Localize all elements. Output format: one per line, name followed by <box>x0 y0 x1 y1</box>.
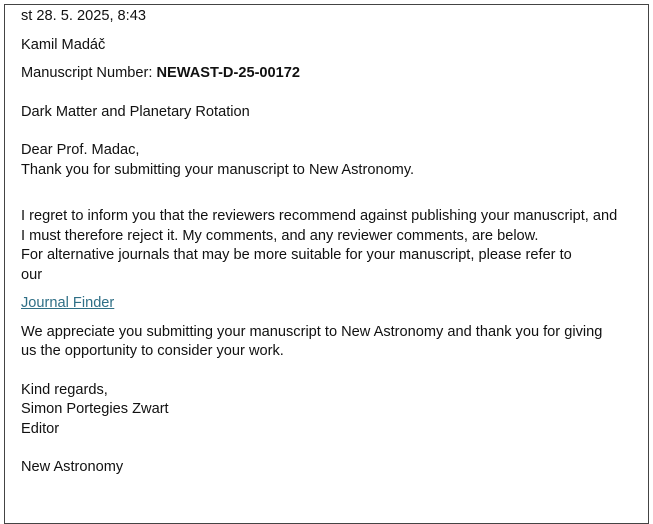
email-sender: Kamil Madáč <box>21 36 106 53</box>
rejection-text: I regret to inform you that the reviewers recommend against publishing your manuscript, and I must therefore reject it. My comments, and any reviewer comments, are below. <box>21 208 618 244</box>
manuscript-title: Dark Matter and Planetary Rotation <box>21 103 250 120</box>
journal-finder-link[interactable]: Journal Finder <box>21 295 115 311</box>
alternative-journals-text-cont: our <box>21 266 43 283</box>
manuscript-number-line <box>21 64 621 84</box>
manuscript-number: NEWAST-D-25-00172 <box>156 65 301 81</box>
journal-name: New Astronomy <box>21 459 124 475</box>
email-date: st 28. 5. 2025, 8:43 <box>21 8 146 24</box>
appreciation-text: We appreciate you submitting your manuscript to New Astronomy and thank you for giving us the opportunity to consider your work. <box>21 323 603 359</box>
alternative-journals-text: For alternative journals that may be more suitable for your manuscript, please refer to <box>21 247 572 263</box>
greeting: Dear Prof. Madac, <box>21 142 140 158</box>
thanks-text: Thank you for submitting your manuscript to New Astronomy. <box>21 161 415 178</box>
closing: Kind regards, <box>21 381 108 398</box>
manuscript-number-label: Manuscript Number: <box>21 65 157 81</box>
email-body <box>21 7 621 478</box>
signer-name: Simon Portegies Zwart <box>21 401 169 417</box>
signer-role: Editor <box>21 420 60 437</box>
